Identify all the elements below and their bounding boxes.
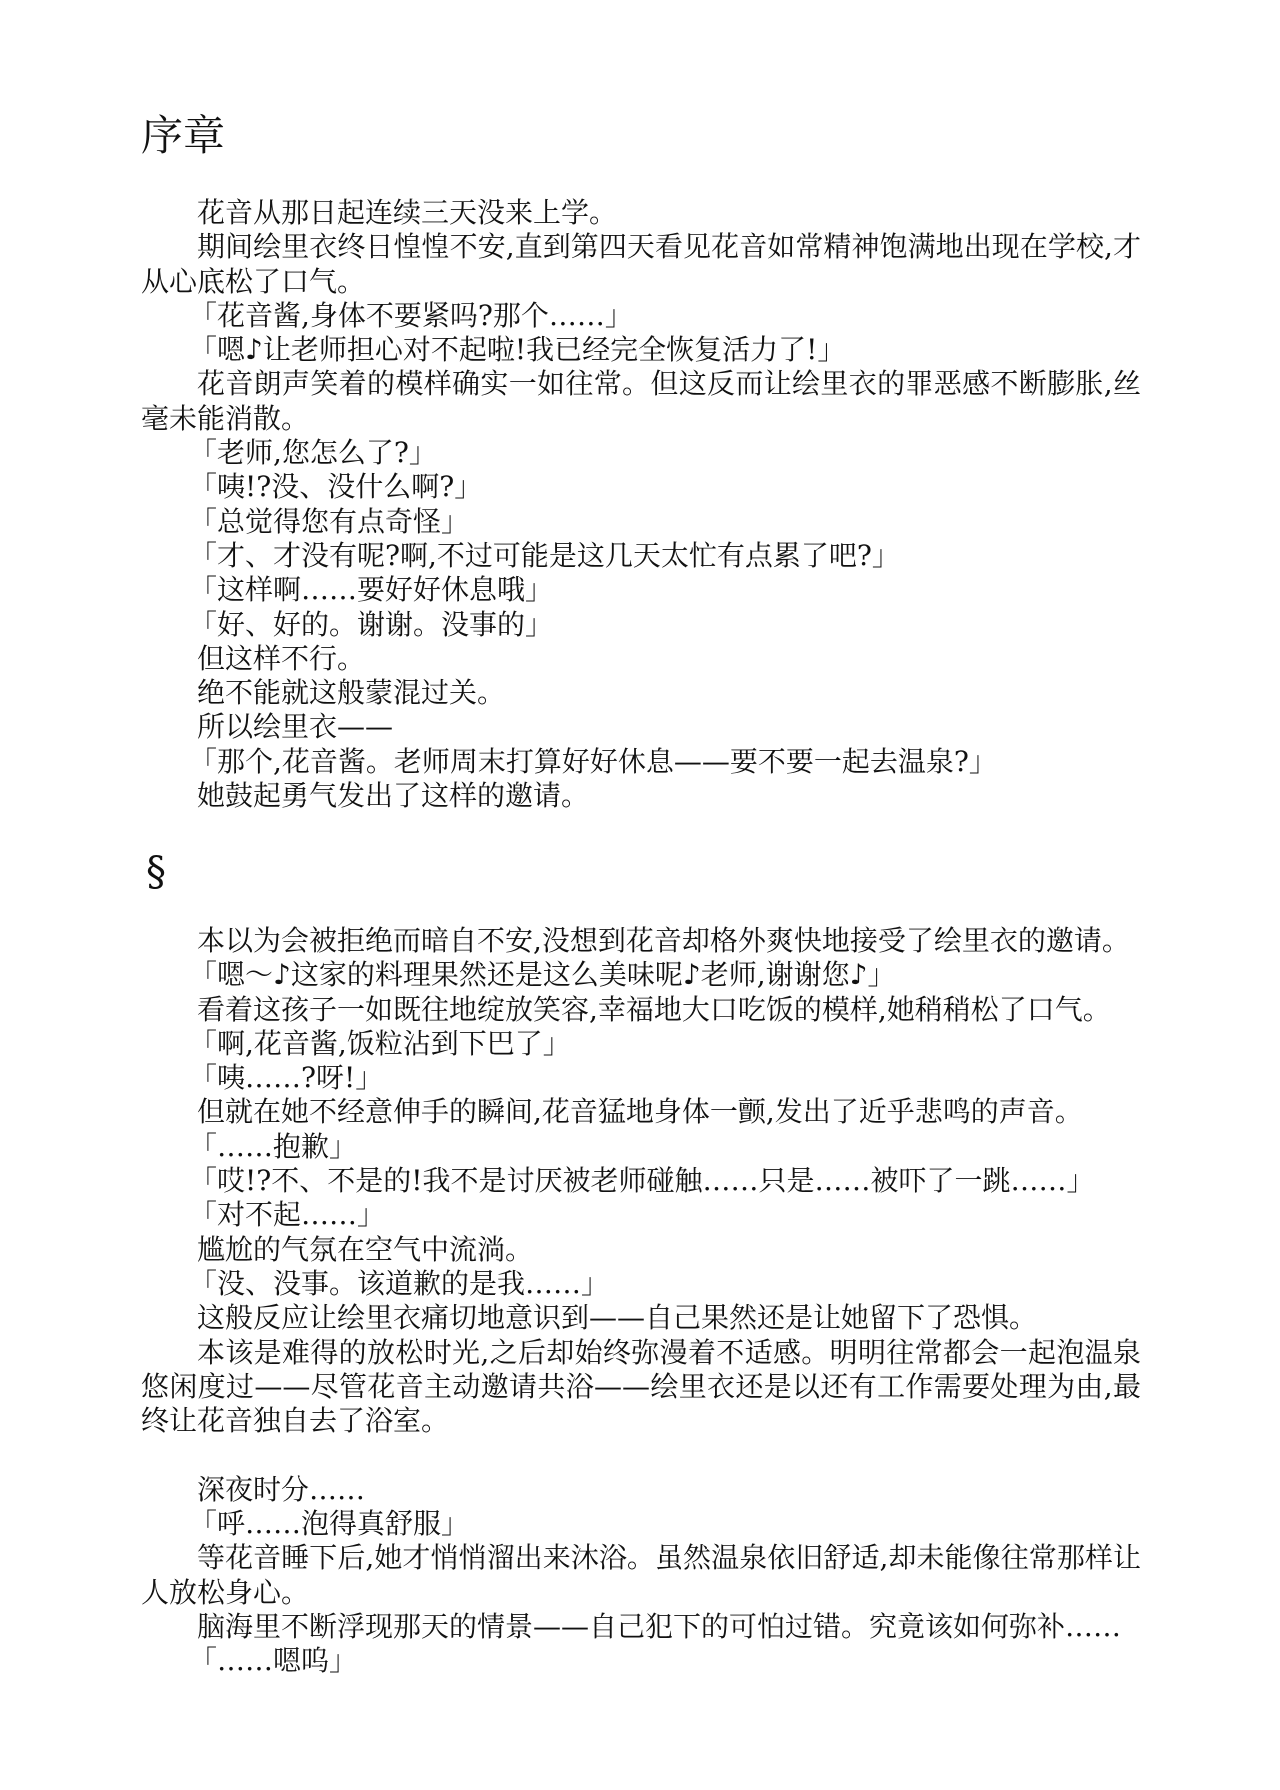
paragraph: 这般反应让绘里衣痛切地意识到——自己果然还是让她留下了恐惧。 (197, 1301, 1038, 1335)
paragraph: 看着这孩子一如既往地绽放笑容,幸福地大口吃饭的模样,她稍稍松了口气。 (197, 992, 1111, 1026)
paragraph: 等花音睡下后,她才悄悄溜出来沐浴。虽然温泉依旧舒适,却未能像往常那样让人放松身心。 (141, 1541, 1141, 1609)
paragraph: 她鼓起勇气发出了这样的邀请。 (197, 779, 590, 813)
paragraph: 绝不能就这般蒙混过关。 (197, 676, 506, 710)
section-part1 (141, 196, 1141, 813)
paragraph: 期间绘里衣终日惶惶不安,直到第四天看见花音如常精神饱满地出现在学校,才从心底松了口气。 (141, 230, 1141, 298)
dialogue-line: 「总觉得您有点奇怪」 (189, 504, 470, 538)
dialogue-line: 「那个,花音酱。老师周末打算好好休息——要不要一起去温泉?」 (189, 744, 997, 778)
dialogue-line: 「……抱歉」 (189, 1129, 358, 1163)
dialogue-line: 「……嗯呜」 (189, 1644, 358, 1678)
paragraph: 但就在她不经意伸手的瞬间,花音猛地身体一颤,发出了近乎悲鸣的声音。 (197, 1095, 1083, 1129)
paragraph: 花音朗声笑着的模样确实一如往常。但这反而让绘里衣的罪恶感不断膨胀,丝毫未能消散。 (141, 367, 1141, 435)
paragraph: 本该是难得的放松时光,之后却始终弥漫着不适感。明明往常都会一起泡温泉悠闲度过——尽管花音主动邀请共浴——绘里衣还是以还有工作需要处理为由,最终让花音独自去了浴室。 (141, 1335, 1141, 1438)
paragraph: 深夜时分…… (197, 1472, 366, 1506)
paragraph: 脑海里不断浮现那天的情景——自己犯下的可怕过错。究竟该如何弥补…… (197, 1609, 1122, 1643)
dialogue-line: 「嗯♪让老师担心对不起啦!我已经完全恢复活力了!」 (189, 333, 846, 367)
dialogue-line: 「老师,您怎么了?」 (189, 436, 437, 470)
dialogue-line: 「对不起……」 (189, 1198, 386, 1232)
dialogue-line: 「花音酱,身体不要紧吗?那个……」 (189, 298, 633, 332)
paragraph: 本以为会被拒绝而暗自不安,没想到花音却格外爽快地接受了绘里衣的邀请。 (197, 924, 1130, 957)
section-separator: § (146, 849, 166, 895)
dialogue-line: 「哎!?不、不是的!我不是讨厌被老师碰触……只是……被吓了一跳……」 (189, 1164, 1095, 1198)
dialogue-line: 「嗯～♪这家的料理果然还是这么美味呢♪老师,谢谢您♪」 (189, 958, 896, 992)
dialogue-line: 「没、没事。该道歉的是我……」 (189, 1266, 610, 1300)
paragraph: 所以绘里衣—— (197, 710, 394, 744)
blank-line (141, 1438, 1141, 1472)
dialogue-line: 「咦……?呀!」 (189, 1061, 384, 1095)
dialogue-line: 「好、好的。谢谢。没事的」 (189, 607, 554, 641)
dialogue-line: 「才、才没有呢?啊,不过可能是这几天太忙有点累了吧?」 (189, 538, 900, 572)
dialogue-line: 「啊,花音酱,饭粒沾到下巴了」 (189, 1026, 571, 1060)
paragraph: 尴尬的气氛在空气中流淌。 (197, 1232, 534, 1266)
section-part2 (141, 924, 1141, 1679)
paragraph: 但这样不行。 (197, 641, 366, 675)
chapter-title: 序章 (141, 111, 226, 160)
paragraph: 花音从那日起连续三天没来上学。 (197, 196, 618, 229)
dialogue-line: 「呼……泡得真舒服」 (189, 1507, 470, 1541)
dialogue-line: 「咦!?没、没什么啊?」 (189, 470, 483, 504)
dialogue-line: 「这样啊……要好好休息哦」 (189, 573, 554, 607)
